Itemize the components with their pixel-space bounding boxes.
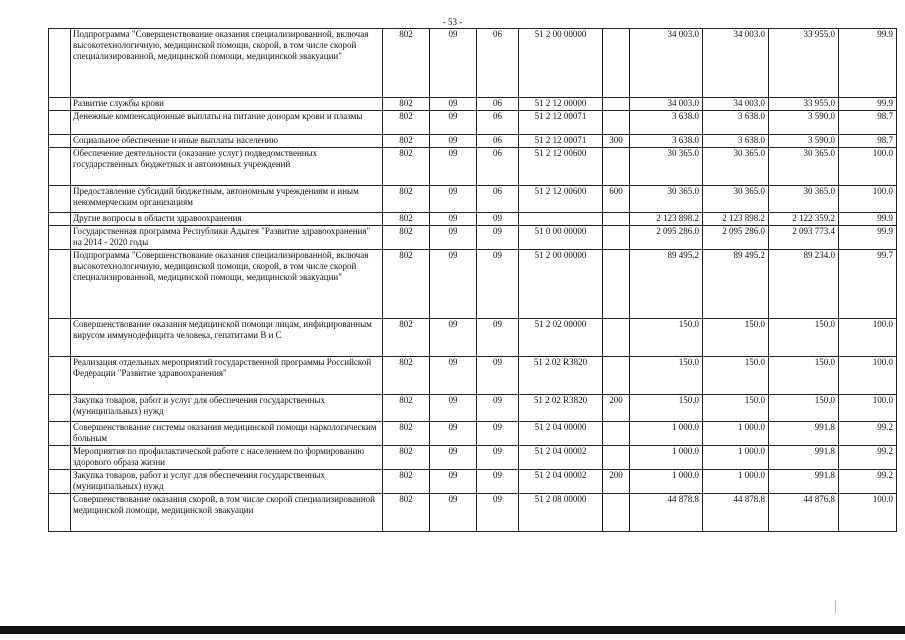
cell-v2: 150.0 [703, 395, 769, 422]
cell-ved: 802 [383, 319, 430, 357]
cell-v3: 89 234.0 [769, 250, 839, 319]
cell-v2: 150.0 [703, 319, 769, 357]
cell-name: Предоставление субсидий бюджетным, автономным учреждениям и иным некоммерческим организациям [71, 186, 383, 213]
cell-ved: 802 [383, 148, 430, 186]
table-row [49, 29, 897, 98]
cell-csr: 51 0 00 00000 [519, 226, 603, 250]
cell-pr: 06 [477, 98, 519, 111]
row-margin-cell [49, 446, 71, 470]
cell-rz: 09 [430, 357, 477, 395]
cell-v1: 150.0 [630, 357, 703, 395]
cell-csr: 51 2 02 R3820 [519, 357, 603, 395]
cell-v2: 44 878.8 [703, 494, 769, 532]
cell-v1: 30 365.0 [630, 186, 703, 213]
cell-name: Подпрограмма "Совершенствование оказания специализированной, включая высокотехнологичную, медицинской помощи, скорой, в том числе скорой специализированной, медицинской помощи, медицинской эвакуации" [71, 250, 383, 319]
cell-pr: 09 [477, 319, 519, 357]
cell-v3: 30 365.0 [769, 186, 839, 213]
cell-v1: 34 003.0 [630, 98, 703, 111]
cell-v1: 89 495.2 [630, 250, 703, 319]
cell-pr: 09 [477, 226, 519, 250]
cell-ved: 802 [383, 422, 430, 446]
cell-csr: 51 2 04 00002 [519, 470, 603, 494]
cell-v1: 2 123 898.2 [630, 213, 703, 226]
cell-ved: 802 [383, 250, 430, 319]
table-row [49, 357, 897, 395]
cell-v1: 44 878.8 [630, 494, 703, 532]
cell-v1: 30 365.0 [630, 148, 703, 186]
cell-csr: 51 2 02 00000 [519, 319, 603, 357]
cell-vr: 200 [603, 395, 630, 422]
cell-v2: 1 000.0 [703, 422, 769, 446]
cell-name: Реализация отдельных мероприятий государственной программы Российской Федерации "Развитие здравоохранения" [71, 357, 383, 395]
cell-v3: 991.8 [769, 446, 839, 470]
cell-name: Мероприятия по профилактической работе с населением по формированию здорового образа жизни [71, 446, 383, 470]
cell-pct: 100.0 [839, 319, 897, 357]
cell-pr: 09 [477, 395, 519, 422]
cell-rz: 09 [430, 319, 477, 357]
cell-v2: 1 000.0 [703, 470, 769, 494]
cell-rz: 09 [430, 29, 477, 98]
cell-pct: 99.2 [839, 422, 897, 446]
cell-csr: 51 2 12 00600 [519, 148, 603, 186]
cell-name: Совершенствование оказания скорой, в том числе скорой специализированной медицинской помощи, медицинской эвакуации [71, 494, 383, 532]
row-margin-cell [49, 319, 71, 357]
cell-vr [603, 494, 630, 532]
cell-v2: 34 003.0 [703, 98, 769, 111]
cell-rz: 09 [430, 213, 477, 226]
cell-pct: 100.0 [839, 494, 897, 532]
cell-ved: 802 [383, 186, 430, 213]
cell-pct: 99.9 [839, 29, 897, 98]
table-row [49, 226, 897, 250]
cell-pct: 98.7 [839, 135, 897, 148]
cell-v2: 150.0 [703, 357, 769, 395]
cell-v2: 89 495.2 [703, 250, 769, 319]
table-row [49, 186, 897, 213]
cell-pr: 06 [477, 148, 519, 186]
cell-pct: 99.9 [839, 226, 897, 250]
page-number: - 53 - [442, 17, 463, 27]
cell-vr [603, 422, 630, 446]
row-margin-cell [49, 494, 71, 532]
cell-ved: 802 [383, 395, 430, 422]
row-margin-cell [49, 250, 71, 319]
cell-csr: 51 2 08 00000 [519, 494, 603, 532]
cell-vr [603, 29, 630, 98]
row-margin-cell [49, 111, 71, 135]
cell-vr [603, 250, 630, 319]
cell-v1: 34 003.0 [630, 29, 703, 98]
table-row [49, 135, 897, 148]
cell-pr: 06 [477, 111, 519, 135]
cell-rz: 09 [430, 422, 477, 446]
cell-csr: 51 2 04 00002 [519, 446, 603, 470]
cell-name: Денежные компенсационные выплаты на питание донорам крови и плазмы [71, 111, 383, 135]
cell-v3: 991.8 [769, 470, 839, 494]
cell-vr [603, 148, 630, 186]
table-row [49, 98, 897, 111]
cell-v3: 150.0 [769, 319, 839, 357]
cell-v3: 30 365.0 [769, 148, 839, 186]
cell-vr [603, 111, 630, 135]
cell-v3: 150.0 [769, 357, 839, 395]
row-margin-cell [49, 148, 71, 186]
cell-vr [603, 446, 630, 470]
cell-csr: 51 2 04 00000 [519, 422, 603, 446]
cell-vr: 600 [603, 186, 630, 213]
cell-pr: 09 [477, 213, 519, 226]
cell-v1: 1 000.0 [630, 470, 703, 494]
cell-rz: 09 [430, 111, 477, 135]
row-margin-cell [49, 422, 71, 446]
budget-table [48, 28, 897, 532]
cell-csr: 51 2 12 00600 [519, 186, 603, 213]
cell-pct: 100.0 [839, 186, 897, 213]
cell-v1: 1 000.0 [630, 446, 703, 470]
cell-v1: 3 638.0 [630, 135, 703, 148]
cell-v1: 2 095 286.0 [630, 226, 703, 250]
cell-v2: 2 123 898.2 [703, 213, 769, 226]
cell-pr: 09 [477, 422, 519, 446]
cell-ved: 802 [383, 29, 430, 98]
cell-rz: 09 [430, 226, 477, 250]
cell-v1: 1 000.0 [630, 422, 703, 446]
cell-v2: 1 000.0 [703, 446, 769, 470]
cell-name: Другие вопросы в области здравоохранения [71, 213, 383, 226]
cell-name: Обеспечение деятельности (оказание услуг) подведомственных государственных бюджетных и автономных учреждений [71, 148, 383, 186]
cell-vr: 200 [603, 470, 630, 494]
cell-pr: 09 [477, 494, 519, 532]
row-margin-cell [49, 135, 71, 148]
cell-v1: 150.0 [630, 319, 703, 357]
cell-pr: 06 [477, 29, 519, 98]
cell-rz: 09 [430, 446, 477, 470]
cell-name: Государственная программа Республики Адыгея "Развитие здравоохранения" на 2014 - 2020 годы [71, 226, 383, 250]
cell-pct: 99.9 [839, 98, 897, 111]
table-row [49, 422, 897, 446]
table-row [49, 319, 897, 357]
cell-pct: 100.0 [839, 357, 897, 395]
cell-vr [603, 226, 630, 250]
cell-name: Закупка товаров, работ и услуг для обеспечения государственных (муниципальных) нужд [71, 395, 383, 422]
cell-ved: 802 [383, 494, 430, 532]
row-margin-cell [49, 226, 71, 250]
cell-csr: 51 2 12 00071 [519, 135, 603, 148]
cell-vr [603, 213, 630, 226]
table-row [49, 111, 897, 135]
cell-pr: 06 [477, 186, 519, 213]
cell-v3: 33 955.0 [769, 98, 839, 111]
scan-artifact [835, 600, 836, 614]
cell-v3: 44 876.8 [769, 494, 839, 532]
cell-v3: 3 590.0 [769, 111, 839, 135]
cell-v2: 30 365.0 [703, 186, 769, 213]
cell-v3: 991.8 [769, 422, 839, 446]
row-margin-cell [49, 395, 71, 422]
cell-name: Совершенствование оказания медицинской помощи лицам, инфицированным вирусом иммунодефицита человека, гепатитами В и С [71, 319, 383, 357]
cell-pr: 09 [477, 470, 519, 494]
row-margin-cell [49, 186, 71, 213]
cell-csr: 51 2 02 R3820 [519, 395, 603, 422]
cell-ved: 802 [383, 446, 430, 470]
cell-ved: 802 [383, 111, 430, 135]
cell-ved: 802 [383, 135, 430, 148]
cell-rz: 09 [430, 250, 477, 319]
cell-ved: 802 [383, 213, 430, 226]
cell-ved: 802 [383, 98, 430, 111]
row-margin-cell [49, 29, 71, 98]
row-margin-cell [49, 213, 71, 226]
cell-v3: 3 590.0 [769, 135, 839, 148]
cell-v3: 33 955.0 [769, 29, 839, 98]
cell-rz: 09 [430, 494, 477, 532]
cell-v2: 3 638.0 [703, 111, 769, 135]
cell-name: Развитие службы крови [71, 98, 383, 111]
cell-pr: 09 [477, 446, 519, 470]
cell-vr [603, 319, 630, 357]
cell-v2: 34 003.0 [703, 29, 769, 98]
cell-ved: 802 [383, 357, 430, 395]
cell-vr [603, 98, 630, 111]
cell-v3: 2 122 359.2 [769, 213, 839, 226]
row-margin-cell [49, 357, 71, 395]
cell-csr: 51 2 00 00000 [519, 250, 603, 319]
table-row [49, 213, 897, 226]
cell-v3: 150.0 [769, 395, 839, 422]
cell-name: Подпрограмма "Совершенствование оказания специализированной, включая высокотехнологичную, медицинской помощи, скорой, в том числе скорой специализированной, медицинской помощи, медицинской эвакуации" [71, 29, 383, 98]
cell-pct: 100.0 [839, 395, 897, 422]
cell-pct: 99.2 [839, 446, 897, 470]
cell-csr: 51 2 12 00000 [519, 98, 603, 111]
cell-csr [519, 213, 603, 226]
cell-rz: 09 [430, 395, 477, 422]
cell-pr: 09 [477, 250, 519, 319]
cell-pct: 98.7 [839, 111, 897, 135]
cell-vr [603, 357, 630, 395]
cell-v2: 3 638.0 [703, 135, 769, 148]
scan-bottom-edge [0, 626, 905, 634]
cell-pct: 100.0 [839, 148, 897, 186]
cell-rz: 09 [430, 98, 477, 111]
cell-rz: 09 [430, 470, 477, 494]
cell-v2: 2 095 286.0 [703, 226, 769, 250]
cell-v3: 2 093 773.4 [769, 226, 839, 250]
cell-v1: 150.0 [630, 395, 703, 422]
cell-rz: 09 [430, 148, 477, 186]
cell-name: Социальное обеспечение и иные выплаты населению [71, 135, 383, 148]
table-row [49, 494, 897, 532]
table-row [49, 446, 897, 470]
row-margin-cell [49, 470, 71, 494]
cell-pct: 99.7 [839, 250, 897, 319]
cell-pr: 06 [477, 135, 519, 148]
row-margin-cell [49, 98, 71, 111]
cell-name: Закупка товаров, работ и услуг для обеспечения государственных (муниципальных) нужд [71, 470, 383, 494]
cell-ved: 802 [383, 226, 430, 250]
cell-v1: 3 638.0 [630, 111, 703, 135]
table-row [49, 470, 897, 494]
cell-pct: 99.9 [839, 213, 897, 226]
table-row [49, 148, 897, 186]
cell-ved: 802 [383, 470, 430, 494]
cell-name: Совершенствование системы оказания медицинской помощи наркологическим больным [71, 422, 383, 446]
cell-v2: 30 365.0 [703, 148, 769, 186]
table-row [49, 250, 897, 319]
cell-csr: 51 2 12 00071 [519, 111, 603, 135]
table-row [49, 395, 897, 422]
cell-pr: 09 [477, 357, 519, 395]
cell-rz: 09 [430, 186, 477, 213]
cell-rz: 09 [430, 135, 477, 148]
cell-pct: 99.2 [839, 470, 897, 494]
cell-vr: 300 [603, 135, 630, 148]
cell-csr: 51 2 00 00000 [519, 29, 603, 98]
